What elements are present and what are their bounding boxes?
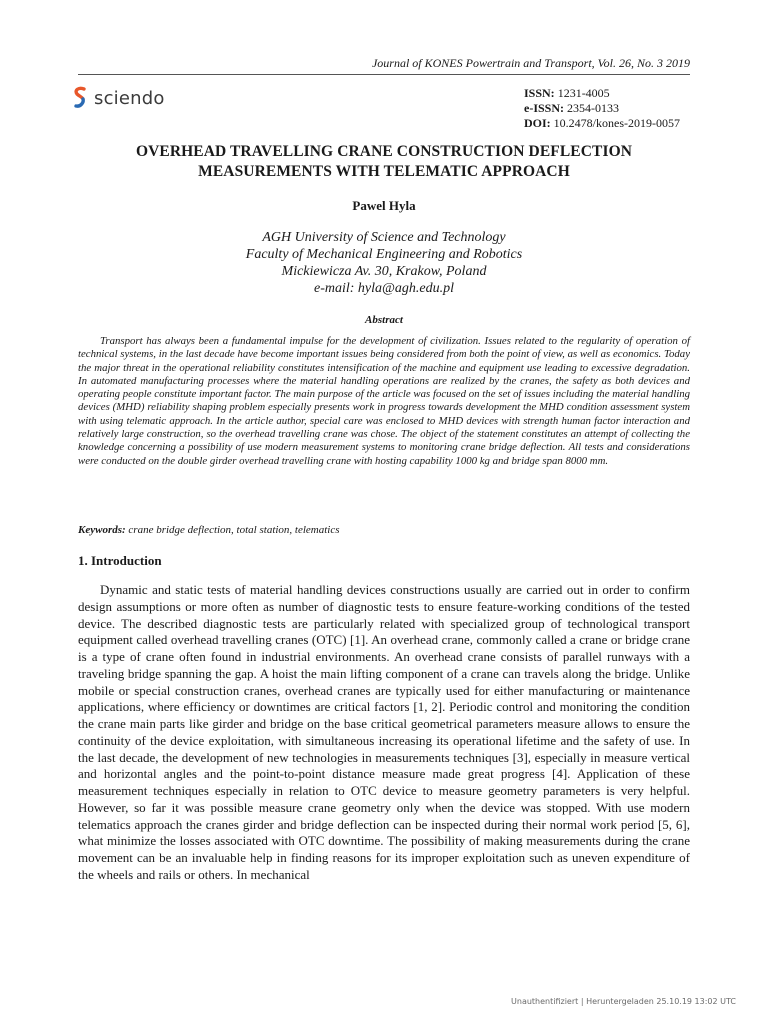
section-heading: 1. Introduction	[78, 553, 162, 568]
title-line-1: OVERHEAD TRAVELLING CRANE CONSTRUCTION DEFLECTION	[135, 143, 633, 160]
abstract-heading: Abstract	[365, 314, 403, 326]
body-paragraph: Dynamic and static tests of material handling devices constructions usually are carried out in order to confirm design assumptions or more often as number of diagnostic tests to ensure feature-working conditions of the tested device. The described diagnostic tests are particularly related with specialized group of technological transport equipment called overhead travelling cranes (OTC) [1]. An overhead crane, commonly called a crane or bridge crane is a type of crane often found in industrial environments. An overhead crane consists of parallel runways with a traveling bridge spanning the gap. A hoist the main lifting component of a crane can travels along the bridge. Unlike mobile or special construction cranes, overhead cranes are typically used for either manufacturing or maintenance applications, where efficiency or downtimes are critical factors [1, 2]. Periodic control and monitoring the condition the crane main parts like girder and bridge on the base critical geometrical parameters measure allows to ensure the continuity of the device exploitation, with simultaneous increasing its operational lifetime and the safety of use. In the last decade, the development of new technologies in measurements techniques [3], especially in measure vertical and horizontal angles and the point-to-point distance measure made great progress [4]. Application of these measurement techniques especially in relation to OTC device to measure geometry parameters is very helpful. However, so far it was possible measure crane geometry only when the device was stopped. With use modern telematics approach the cranes girder and bridge deflection can be inspected during their normal work period [5, 6], what minimize the losses associated with OTC downtime. The possibility of making measurements during the crane movement can be an invaluable help in finding reasons for its improper exploitation such as uneven expenditure of the wheels and rails or others. In mechanical	[78, 582, 690, 882]
author-name: Pawel Hyla	[352, 198, 416, 213]
eissn-line: e-ISSN: 2354-0133	[524, 101, 620, 115]
affiliation-university: AGH University of Science and Technology	[262, 230, 506, 245]
affiliation-address: Mickiewicza Av. 30, Krakow, Poland	[281, 264, 487, 279]
keywords-label: Keywords:	[78, 524, 126, 536]
sciendo-s-icon	[72, 86, 88, 110]
header-rule	[78, 74, 690, 75]
identifiers-block	[524, 86, 680, 131]
journal-citation: Journal of KONES Powertrain and Transport, Vol. 26, No. 3 2019	[371, 56, 690, 70]
download-footer: Unauthentifiziert | Heruntergeladen 25.10.19 13:02 UTC	[511, 997, 736, 1006]
sciendo-logo	[72, 86, 165, 110]
logo-wordmark: sciendo	[94, 87, 165, 109]
affiliation-email: e-mail: hyla@agh.edu.pl	[313, 281, 454, 296]
title-line-2: MEASUREMENTS WITH TELEMATIC APPROACH	[198, 163, 570, 180]
affiliation-faculty: Faculty of Mechanical Engineering and Robotics	[245, 247, 523, 262]
paper-title	[78, 142, 690, 182]
keywords-text: crane bridge deflection, total station, telematics	[128, 524, 340, 536]
issn-line: ISSN: 1231-4005	[524, 86, 610, 100]
keywords-line	[78, 524, 690, 536]
affiliation	[78, 229, 690, 297]
abstract-text: Transport has always been a fundamental impulse for the development of civilization. Issues related to the regularity of operation of technical systems, in the last decade have become important issues being considered from both the point of view, as well as economics. Today the major threat in the operational reliability constitutes intensification of the machine and equipment use leading to excessive degradation. In automated manufacturing processes where the material handling operations are realized by the cranes, the safety as both devices and operating people constitute important factor. The main purpose of the article was focused on the set of issues including the material handling devices (MHD) reliability shaping problem especially presents work in progress towards development the MHD condition assessment system with using telematic approach. In the article author, special care was enclosed to MHD devices with strength human factor interaction and relatively large construction, so the overhead travelling crane was chose. The object of the statement constitutes an attempt of collecting the knowledge concerning a possibility of use modern measurement systems to monitoring crane bridge deflection. All tests and considerations were conducted on the double girder overhead travelling crane with hosting capability 1000 kg and bridge span 8000 mm.	[78, 335, 690, 467]
doi-line: DOI: 10.2478/kones-2019-0057	[524, 116, 680, 130]
